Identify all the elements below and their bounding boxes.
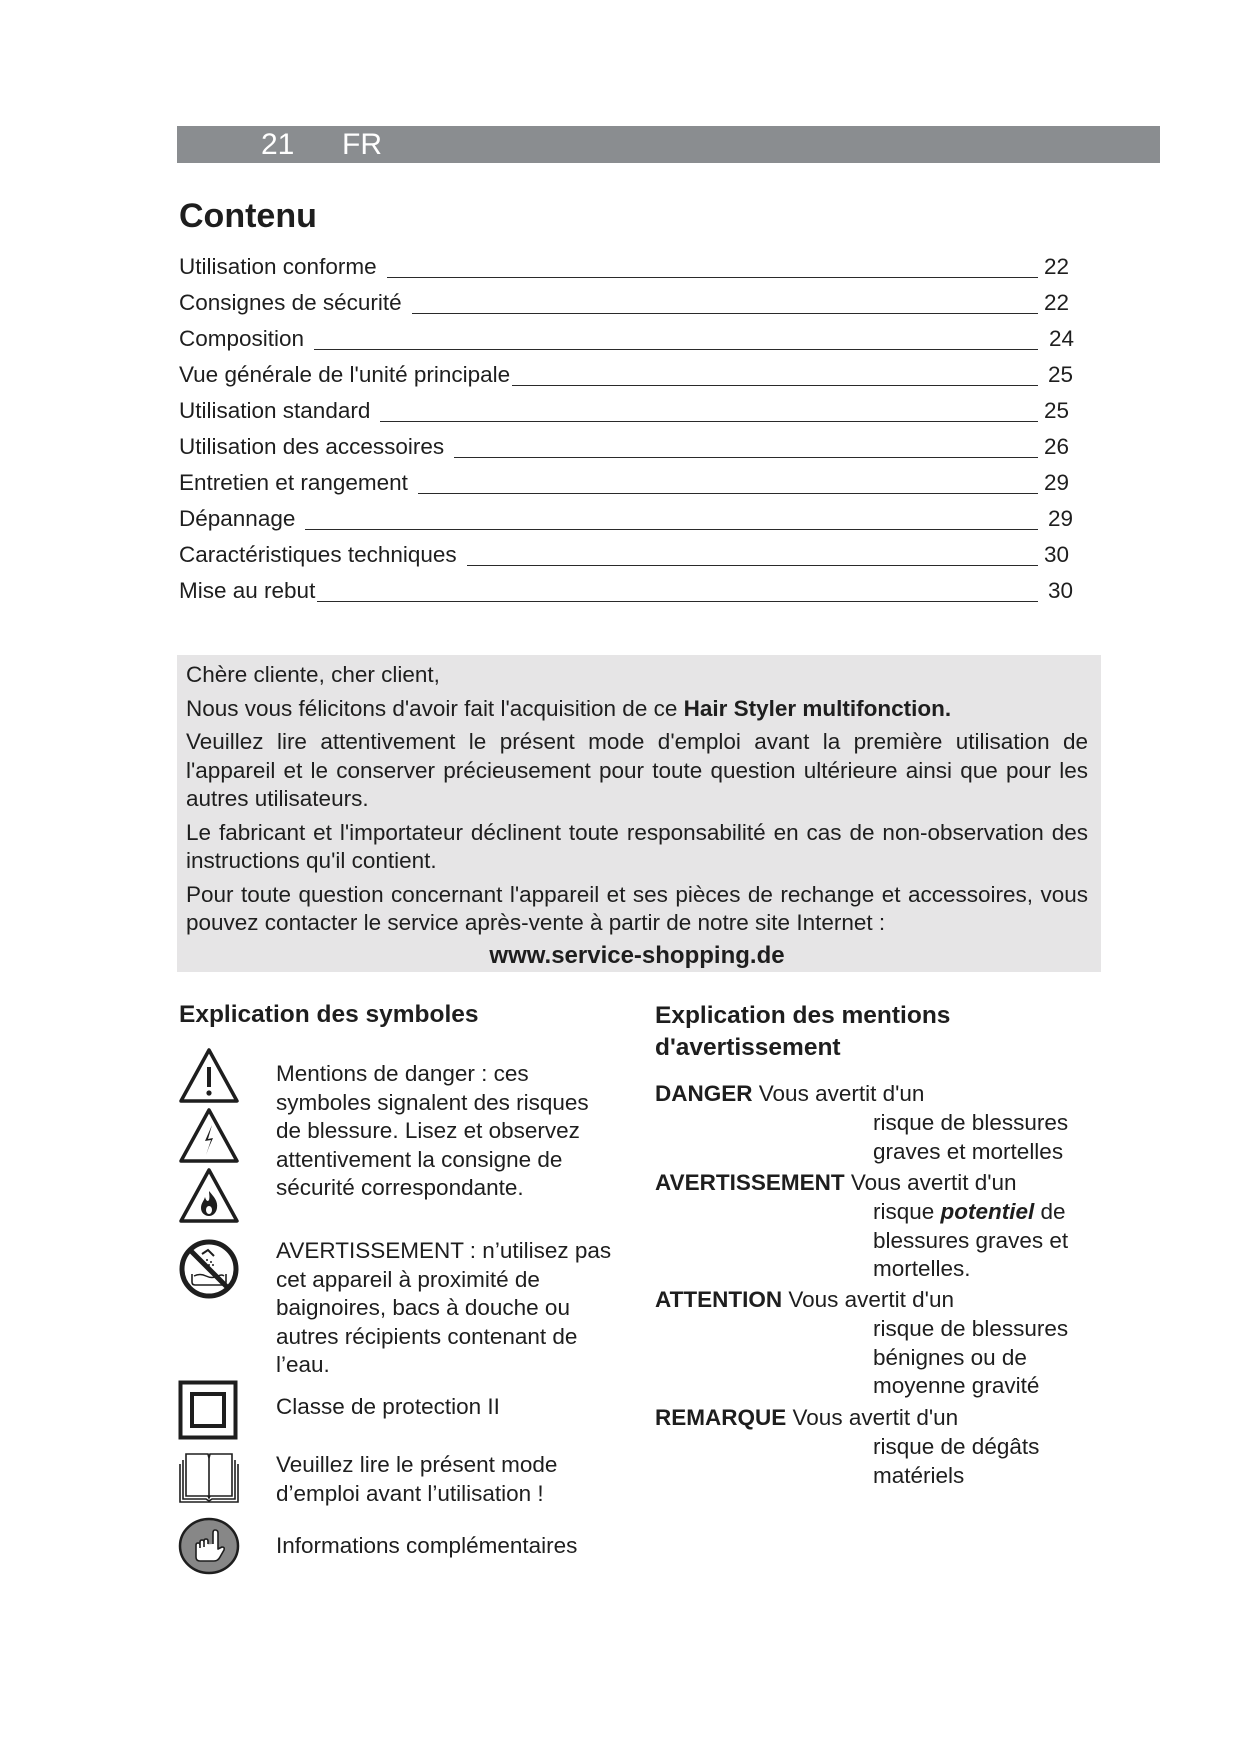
toc-entry[interactable]: [179, 392, 1084, 428]
signal-word-lead: Vous avertit d'un: [792, 1405, 959, 1430]
toc-entry-label: Utilisation conforme: [179, 254, 377, 279]
read-manual-book-icon: [178, 1450, 240, 1504]
fire-hazard-icon: [178, 1167, 240, 1225]
signal-desc-line: blessures graves et: [873, 1227, 1069, 1253]
toc-title: Contenu: [179, 197, 317, 235]
signal-word-desc: [873, 1315, 1103, 1401]
language-code: FR: [342, 128, 382, 161]
signal-word-lead: Vous avertit d'un: [850, 1170, 1017, 1195]
toc-leader-line: [380, 420, 1038, 422]
signal-desc-line: risque de blessures: [873, 1110, 1069, 1135]
toc-entry-label: Composition: [179, 326, 305, 351]
signal-desc-line: bénignes ou de: [873, 1344, 1027, 1370]
toc-entry[interactable]: [179, 572, 1084, 608]
toc-entry[interactable]: [179, 356, 1084, 392]
toc-entry-label: Utilisation standard: [179, 398, 371, 423]
signal-word-lead: Vous avertit d'un: [788, 1287, 954, 1312]
no-bath-shower-icon: [178, 1238, 240, 1300]
signal-desc-emphasis: potentiel: [940, 1199, 1035, 1224]
toc-entry-page: 30: [1048, 578, 1074, 603]
toc-entry-label: Vue générale de l'unité principale: [179, 362, 511, 387]
signal-word-warning: [655, 1169, 1017, 1198]
toc-entry[interactable]: [179, 500, 1084, 536]
toc-entry-label: Caractéristiques techniques: [179, 542, 457, 567]
toc-entry-page: 22: [1044, 254, 1070, 279]
toc-leader-line: [317, 600, 1038, 602]
signal-word: AVERTISSEMENT: [655, 1170, 845, 1195]
toc-entry-page: 30: [1044, 542, 1070, 567]
info-hand-icon: [178, 1517, 240, 1575]
toc-entry[interactable]: [179, 428, 1084, 464]
toc-entry-label: Dépannage: [179, 506, 296, 531]
toc-entry[interactable]: [179, 284, 1084, 320]
intro-congrats-text: Nous vous félicitons d'avoir fait l'acquisition de ce: [186, 695, 684, 721]
intro-greeting: Chère cliente, cher client,: [186, 662, 440, 687]
signal-desc-line: graves et mortelles: [873, 1138, 1064, 1164]
toc-leader-line: [314, 348, 1038, 350]
symbol-description: Informations complémentaires: [276, 1533, 578, 1558]
product-name: Hair Styler multifonction.: [683, 695, 952, 721]
toc-entry[interactable]: [179, 320, 1084, 356]
protection-class-ii-icon: [178, 1380, 238, 1440]
signal-desc-line: risque de blessures: [873, 1316, 1069, 1341]
signal-desc-prefix: risque: [873, 1199, 941, 1224]
toc-leader-line: [387, 276, 1038, 278]
signal-word-lead: Vous avertit d'un: [758, 1081, 925, 1106]
toc-entry-page: 29: [1048, 506, 1074, 531]
signal-desc-line: matériels: [873, 1462, 965, 1488]
toc-entry[interactable]: [179, 248, 1084, 284]
signal-desc-line: mortelles.: [873, 1256, 971, 1281]
toc-leader-line: [467, 564, 1038, 566]
toc-entry-page: 25: [1044, 398, 1070, 423]
toc-entry-page: 29: [1044, 470, 1070, 495]
toc-entry-page: 26: [1044, 434, 1070, 459]
toc-entry-page: 24: [1049, 326, 1075, 351]
signal-desc-line: moyenne gravité: [873, 1373, 1040, 1398]
toc-leader-line: [412, 312, 1038, 314]
warning-triangle-icon: [178, 1047, 240, 1105]
signal-words-section-title: Explication des mentions d'avertissement: [655, 1002, 951, 1061]
symbol-description: Mentions de danger : ces symboles signalent des risques de blessure. Lisez et observez attentivement la consigne de sécurité correspondante.: [276, 1061, 589, 1200]
signal-word-notice: [655, 1404, 958, 1433]
signal-word-desc: [873, 1198, 1103, 1284]
signal-word: DANGER: [655, 1081, 753, 1106]
toc-entry-label: Mise au rebut: [179, 578, 316, 603]
toc-entry-page: 25: [1048, 362, 1074, 387]
symbols-section-title: Explication des symboles: [179, 1001, 479, 1028]
signal-word-caution: [655, 1286, 954, 1315]
toc-entry-label: Utilisation des accessoires: [179, 434, 445, 459]
signal-word-desc: [873, 1109, 1103, 1166]
intro-contact: Pour toute question concernant l'appareil et ses pièces de rechange et accessoires, vous pouvez contacter le service après-vente à partir de notre site Internet :: [186, 881, 1088, 935]
toc-entry-label: Consignes de sécurité: [179, 290, 402, 315]
intro-disclaimer: Le fabricant et l'importateur déclinent toute responsabilité en cas de non-observation des instructions qu'il contient.: [186, 819, 1088, 873]
signal-desc-suffix: de: [1034, 1199, 1066, 1224]
symbol-description: AVERTISSEMENT : n’utilisez pas cet appareil à proximité de baignoires, bacs à douche ou autres récipients contenant de l’eau.: [276, 1238, 612, 1377]
toc-entry[interactable]: [179, 536, 1084, 572]
toc-leader-line: [305, 528, 1038, 530]
toc-leader-line: [512, 384, 1038, 386]
signal-word-desc: [873, 1433, 1103, 1490]
toc-entry-page: 22: [1044, 290, 1070, 315]
signal-desc-line: risque de dégâts: [873, 1434, 1040, 1459]
intro-congrats: [186, 695, 1088, 724]
symbol-description: Classe de protection II: [276, 1394, 500, 1419]
signal-word: ATTENTION: [655, 1287, 783, 1312]
page-number: 21: [261, 128, 295, 161]
table-of-contents: [179, 248, 1084, 608]
signal-word: REMARQUE: [655, 1405, 787, 1430]
toc-entry-label: Entretien et rangement: [179, 470, 408, 495]
signal-desc-line: [873, 1198, 1103, 1227]
toc-entry[interactable]: [179, 464, 1084, 500]
intro-read-manual: Veuillez lire attentivement le présent mode d'emploi avant la première utilisation de l'appareil et le conserver précieusement pour toute question ultérieure ainsi que pour les autres utilisateurs.: [186, 729, 1088, 811]
toc-leader-line: [454, 456, 1038, 458]
service-website-link[interactable]: www.service-shopping.de: [489, 941, 785, 969]
electric-shock-icon: [178, 1107, 240, 1165]
intro-box: [177, 655, 1101, 972]
toc-leader-line: [418, 492, 1038, 494]
page-header-bar: [177, 126, 1160, 163]
symbol-description: Veuillez lire le présent mode d’emploi avant l’utilisation !: [276, 1452, 558, 1506]
signal-word-danger: [655, 1080, 924, 1109]
